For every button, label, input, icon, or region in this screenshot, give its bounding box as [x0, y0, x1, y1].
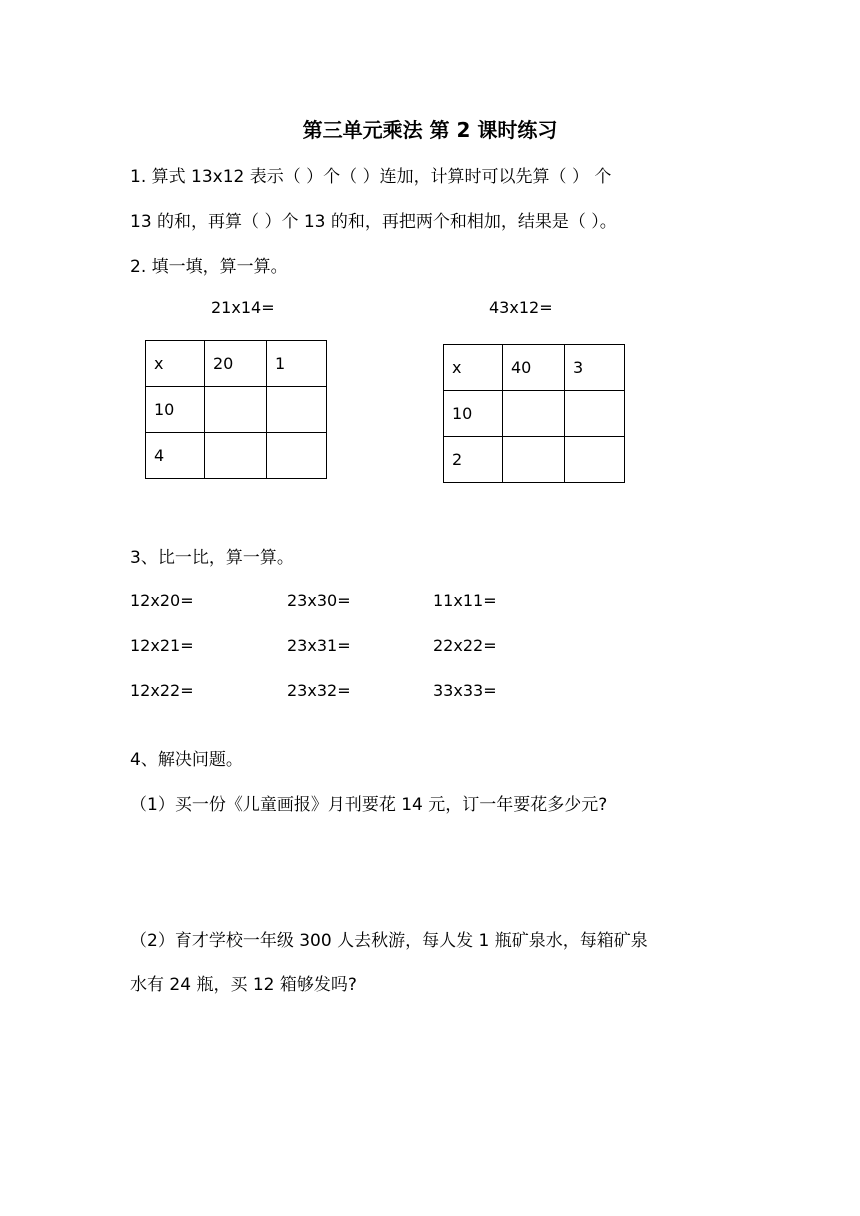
grid-row	[444, 345, 625, 391]
question-1-line-1: 1. 算式 13x12 表示（ ）个（ ）连加，计算时可以先算（ ） 个	[130, 167, 612, 187]
grid-cell: 3	[565, 345, 625, 391]
comparison-expression: 23x32=	[287, 681, 351, 700]
comparison-expression: 12x20=	[130, 591, 194, 610]
comparison-expression: 12x22=	[130, 681, 194, 700]
grid-row	[146, 433, 327, 479]
grid-row	[444, 437, 625, 483]
grid-answer-cell[interactable]	[565, 391, 625, 437]
grid-cell: 10	[146, 387, 205, 433]
comparison-expression: 12x21=	[130, 636, 194, 655]
grid-answer-cell[interactable]	[205, 433, 267, 479]
comparison-expression: 22x22=	[433, 636, 497, 655]
question-2-heading: 2. 填一填，算一算。	[130, 257, 288, 277]
left-grid-expression: 21x14=	[211, 298, 275, 317]
comparison-expression: 23x30=	[287, 591, 351, 610]
right-multiplication-grid	[443, 344, 625, 483]
page-title: 第三单元乘法 第 2 课时练习	[302, 118, 558, 142]
grid-answer-cell[interactable]	[503, 391, 565, 437]
grid-cell: x	[146, 341, 205, 387]
grid-cell: 20	[205, 341, 267, 387]
grid-answer-cell[interactable]	[267, 387, 327, 433]
comparison-expression: 11x11=	[433, 591, 497, 610]
word-problem-2-line-1: （2）育才学校一年级 300 人去秋游，每人发 1 瓶矿泉水，每箱矿泉	[130, 931, 648, 951]
word-problem-1: （1）买一份《儿童画报》月刊要花 14 元，订一年要花多少元?	[130, 795, 608, 815]
comparison-expression: 23x31=	[287, 636, 351, 655]
word-problem-2-line-2: 水有 24 瓶，买 12 箱够发吗?	[130, 975, 357, 995]
grid-row	[444, 391, 625, 437]
right-grid-expression: 43x12=	[489, 298, 553, 317]
question-1-line-2: 13 的和，再算（ ）个 13 的和，再把两个和相加，结果是（ ）。	[130, 212, 617, 232]
grid-row	[146, 387, 327, 433]
left-multiplication-grid	[145, 340, 327, 479]
grid-cell: 1	[267, 341, 327, 387]
grid-answer-cell[interactable]	[205, 387, 267, 433]
grid-answer-cell[interactable]	[267, 433, 327, 479]
grid-answer-cell[interactable]	[503, 437, 565, 483]
grid-row	[146, 341, 327, 387]
grid-answer-cell[interactable]	[565, 437, 625, 483]
grid-cell: 40	[503, 345, 565, 391]
grid-cell: 4	[146, 433, 205, 479]
grid-cell: 10	[444, 391, 503, 437]
question-3-heading: 3、比一比，算一算。	[130, 548, 294, 568]
grid-cell: x	[444, 345, 503, 391]
question-4-heading: 4、解决问题。	[130, 750, 243, 770]
grid-cell: 2	[444, 437, 503, 483]
comparison-expression: 33x33=	[433, 681, 497, 700]
